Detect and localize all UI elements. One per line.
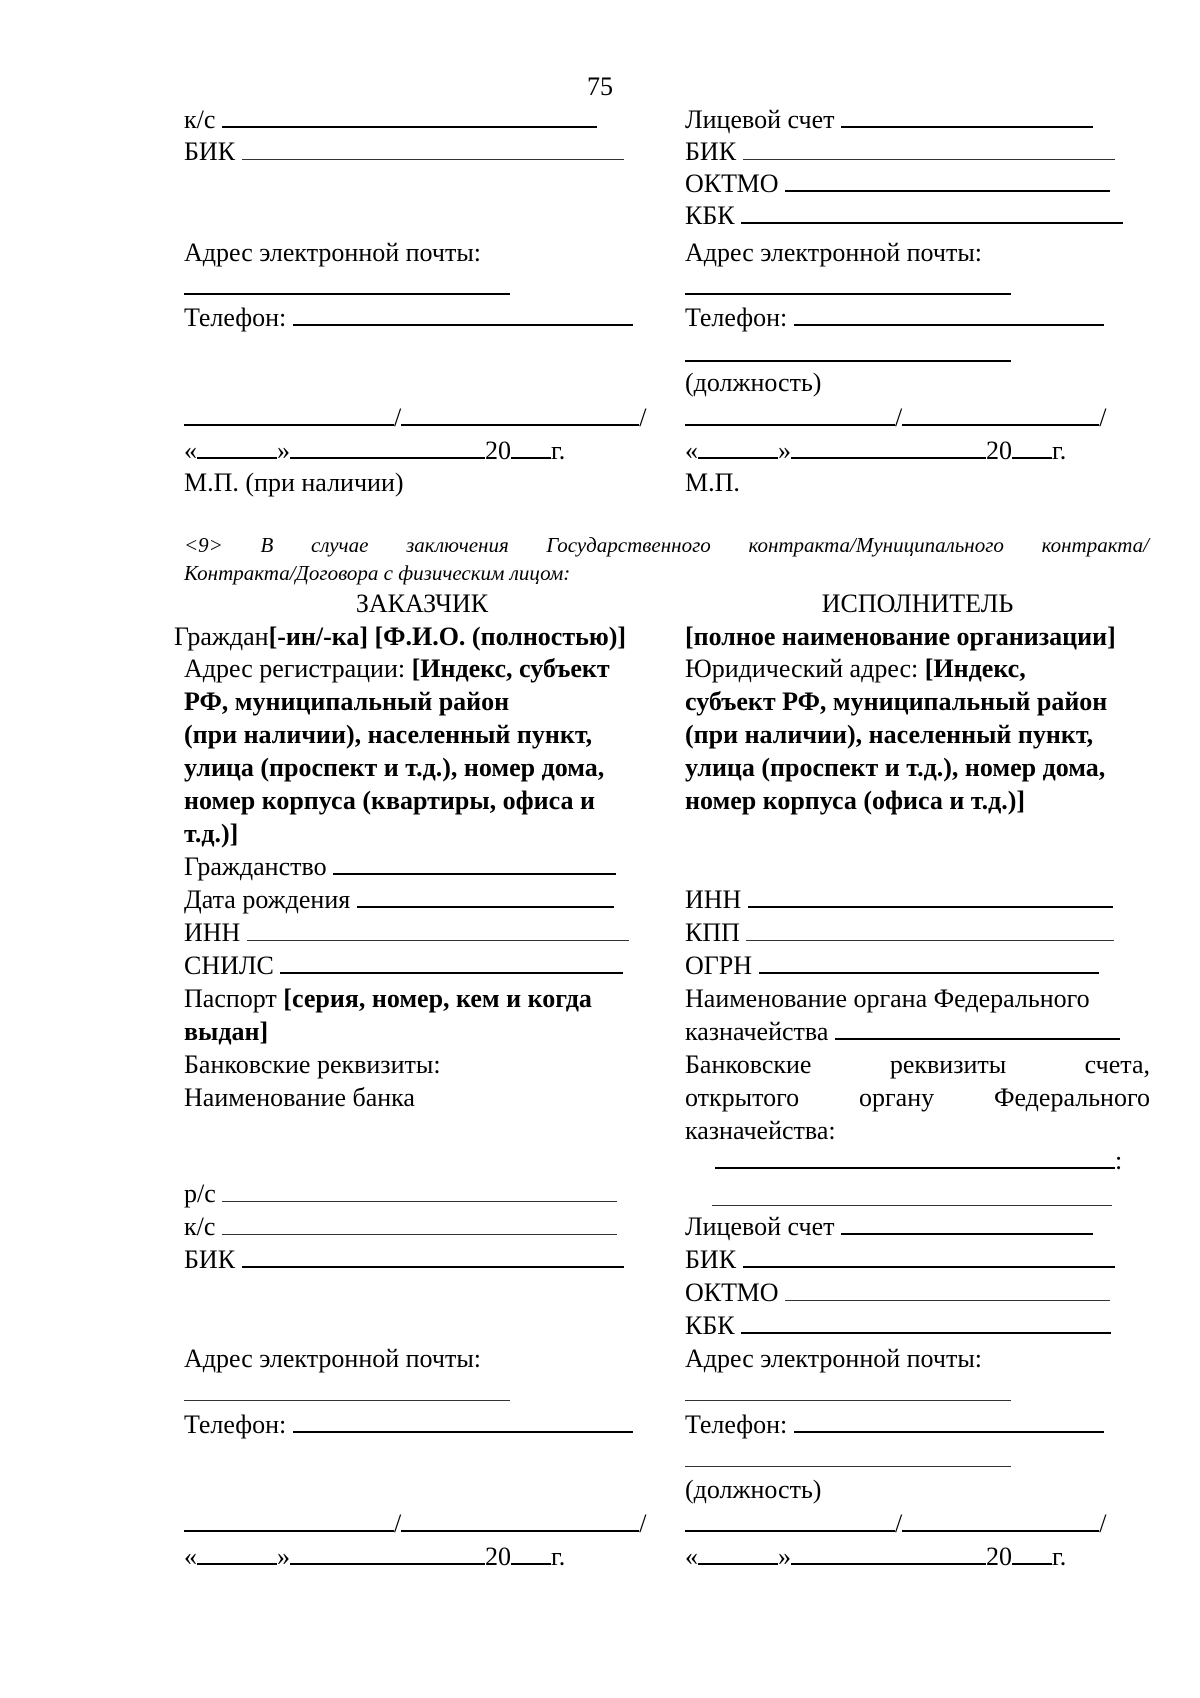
customer-signature-slash: / bbox=[394, 403, 402, 432]
customer-passport-label: Паспорт bbox=[184, 984, 284, 1013]
executor-phone2-field[interactable] bbox=[794, 1409, 1104, 1433]
executor-account-row bbox=[685, 104, 1093, 136]
executor-legal-address-value-2: субъект РФ, муниципальный район bbox=[685, 687, 1108, 716]
executor-signature-slash-end: / bbox=[1099, 403, 1107, 432]
customer-date-quote-close: » bbox=[277, 436, 290, 465]
customer-reg-address-row-1 bbox=[184, 653, 610, 685]
customer-email2-label: Адрес электронной почты: bbox=[184, 1344, 482, 1373]
executor-signature2-row bbox=[685, 1508, 1106, 1540]
executor-treasury-field[interactable] bbox=[835, 1016, 1120, 1040]
executor-position-field[interactable] bbox=[685, 360, 1011, 362]
customer-citizenship-label: Гражданство bbox=[184, 852, 327, 881]
customer-birthdate-row bbox=[184, 884, 614, 916]
executor-legal-address-value-4: улица (проспект и т.д.), номер дома, bbox=[685, 753, 1106, 782]
executor-account2-row bbox=[685, 1211, 1093, 1243]
customer-rs-field[interactable] bbox=[222, 1179, 617, 1202]
executor-bank-account-field-2[interactable] bbox=[712, 1205, 1112, 1206]
executor-bank-word-5: органу bbox=[858, 1083, 935, 1112]
customer-date2-year-field[interactable] bbox=[511, 1541, 551, 1565]
customer-reg-address-value-4: улица (проспект и т.д.), номер дома, bbox=[184, 753, 605, 782]
executor-signature2-slash: / bbox=[895, 1509, 903, 1538]
customer-passport-value-2: выдан] bbox=[184, 1017, 269, 1046]
executor-account2-label: Лицевой счет bbox=[685, 1212, 835, 1241]
executor-oktmo2-label: ОКТМО bbox=[685, 1278, 779, 1307]
executor-kpp-row bbox=[685, 917, 1114, 949]
executor-kbk2-label: КБК bbox=[685, 1311, 735, 1340]
customer-inn-label: ИНН bbox=[184, 918, 241, 947]
customer-bik-label: БИК bbox=[184, 137, 236, 166]
executor-signature-field[interactable] bbox=[685, 402, 895, 426]
customer-bik2-row bbox=[184, 1244, 624, 1276]
executor-bank-word-1: Банковские bbox=[685, 1050, 812, 1079]
executor-legal-address-value-3: (при наличии), населенный пункт, bbox=[685, 720, 1094, 749]
executor-signature-slash: / bbox=[895, 403, 903, 432]
customer-date2-month-field[interactable] bbox=[290, 1541, 485, 1565]
executor-treasury-label-2: казначейства bbox=[685, 1017, 829, 1046]
executor-kbk-row bbox=[685, 200, 1123, 232]
customer-name2-field[interactable] bbox=[401, 1508, 639, 1532]
executor-name-field[interactable] bbox=[902, 402, 1099, 426]
executor-email2-field[interactable] bbox=[685, 1400, 1011, 1401]
executor-bik-field[interactable] bbox=[743, 137, 1115, 160]
executor-treasury-row-2 bbox=[685, 1016, 1120, 1048]
customer-reg-address-label: Адрес регистрации: bbox=[184, 654, 412, 683]
customer-stamp: М.П. (при наличии) bbox=[184, 468, 404, 497]
executor-account-label: Лицевой счет bbox=[685, 105, 835, 134]
executor-kbk-field[interactable] bbox=[741, 200, 1123, 224]
executor-bank-line-3: казначейства: bbox=[685, 1116, 836, 1145]
customer-email-field[interactable] bbox=[184, 293, 510, 295]
executor-position2-label: (должность) bbox=[685, 1475, 822, 1504]
executor-phone-row bbox=[685, 302, 1104, 334]
customer-signature2-row bbox=[184, 1508, 646, 1540]
customer-bank-name-label: Наименование банка bbox=[184, 1083, 415, 1112]
customer-date2-year-suffix: г. bbox=[551, 1542, 566, 1571]
page-number-text: 75 bbox=[587, 72, 613, 101]
footnote-line-1: <9> В случае заключения Государственного контракта/Муниципального контракта/ bbox=[184, 533, 1149, 557]
executor-bank-account-field[interactable] bbox=[715, 1145, 1115, 1169]
customer-snils-row bbox=[184, 950, 623, 982]
executor-date-year-prefix: 20 bbox=[986, 436, 1012, 465]
executor-account2-field[interactable] bbox=[841, 1211, 1093, 1235]
executor-bank-account-colon: : bbox=[1115, 1146, 1123, 1175]
customer-inn-row bbox=[184, 917, 629, 949]
executor-oktmo-label: ОКТМО bbox=[685, 169, 779, 198]
customer-phone2-label: Телефон: bbox=[184, 1410, 287, 1439]
executor-email-label: Адрес электронной почты: bbox=[685, 238, 983, 267]
customer-birthdate-label: Дата рождения bbox=[184, 885, 351, 914]
executor-phone-label: Телефон: bbox=[685, 303, 788, 332]
executor-oktmo2-field[interactable] bbox=[785, 1278, 1110, 1301]
customer-ks-label: к/с bbox=[184, 105, 216, 134]
customer-bik-field[interactable] bbox=[242, 137, 624, 160]
customer-citizenship-field[interactable] bbox=[333, 851, 616, 875]
customer-date-row bbox=[184, 435, 565, 467]
executor-oktmo2-row bbox=[685, 1277, 1110, 1309]
executor-email2-label: Адрес электронной почты: bbox=[685, 1344, 983, 1373]
customer-bank-details-label: Банковские реквизиты: bbox=[184, 1050, 441, 1079]
heading-executor: ИСПОЛНИТЕЛЬ bbox=[821, 589, 1014, 618]
customer-snils-label: СНИЛС bbox=[184, 951, 274, 980]
customer-ks2-field[interactable] bbox=[222, 1212, 617, 1235]
customer-ks-row bbox=[184, 104, 597, 136]
customer-date-month-field[interactable] bbox=[290, 435, 485, 459]
executor-legal-address-value-5: номер корпуса (офиса и т.д.)] bbox=[685, 786, 1026, 815]
customer-phone-field[interactable] bbox=[293, 302, 633, 326]
executor-treasury-line-1: Наименование органа Федерального bbox=[685, 984, 1090, 1013]
executor-date2-year-prefix: 20 bbox=[986, 1542, 1012, 1571]
customer-snils-field[interactable] bbox=[280, 950, 623, 974]
customer-citizenship-row bbox=[184, 851, 616, 883]
executor-oktmo-row bbox=[685, 168, 1110, 200]
executor-kpp-label: КПП bbox=[685, 918, 740, 947]
executor-kbk2-field[interactable] bbox=[741, 1310, 1111, 1334]
customer-birthdate-field[interactable] bbox=[357, 884, 614, 908]
customer-signature-row bbox=[184, 402, 646, 434]
customer-reg-address-value-3: (при наличии), населенный пункт, bbox=[184, 720, 593, 749]
customer-date2-quote-close: » bbox=[277, 1542, 290, 1571]
executor-kbk2-row bbox=[685, 1310, 1111, 1342]
customer-date-year-suffix: г. bbox=[551, 436, 566, 465]
customer-date-day-field[interactable] bbox=[197, 435, 277, 459]
customer-citizen-fio: [Ф.И.О. (полностью)] bbox=[374, 622, 627, 651]
executor-ogrn-row bbox=[685, 950, 1099, 982]
executor-name2-field[interactable] bbox=[902, 1508, 1099, 1532]
customer-date2-day-field[interactable] bbox=[197, 1541, 277, 1565]
customer-ks2-row bbox=[184, 1211, 617, 1243]
executor-signature-row bbox=[685, 402, 1106, 434]
customer-reg-address-value-2: РФ, муниципальный район bbox=[184, 687, 510, 716]
executor-bank-word-4: открытого bbox=[685, 1083, 800, 1112]
executor-date-row bbox=[685, 435, 1066, 467]
executor-stamp: М.П. bbox=[685, 468, 740, 497]
executor-date2-month-field[interactable] bbox=[791, 1541, 986, 1565]
executor-legal-address-value-1: [Индекс, bbox=[924, 654, 1026, 683]
customer-bik-row bbox=[184, 136, 624, 168]
executor-bank-word-2: реквизиты bbox=[889, 1050, 1007, 1079]
executor-bik2-field[interactable] bbox=[743, 1244, 1115, 1268]
executor-signature2-slash-end: / bbox=[1099, 1509, 1107, 1538]
executor-date-quote-open: « bbox=[685, 436, 698, 465]
customer-phone2-field[interactable] bbox=[293, 1409, 633, 1433]
executor-bik2-row bbox=[685, 1244, 1115, 1276]
executor-inn-row bbox=[685, 884, 1113, 916]
customer-signature-slash-end: / bbox=[639, 403, 647, 432]
customer-rs-label: р/с bbox=[184, 1179, 216, 1208]
customer-passport-value-1: [серия, номер, кем и когда bbox=[283, 984, 592, 1013]
customer-signature2-slash: / bbox=[394, 1509, 402, 1538]
customer-email-label: Адрес электронной почты: bbox=[184, 238, 482, 267]
executor-phone2-row bbox=[685, 1409, 1104, 1441]
customer-phone-label: Телефон: bbox=[184, 303, 287, 332]
executor-date2-row bbox=[685, 1541, 1066, 1573]
customer-rs-row bbox=[184, 1178, 617, 1210]
executor-date2-quote-close: » bbox=[778, 1542, 791, 1571]
customer-date-year-field[interactable] bbox=[511, 435, 551, 459]
customer-date-quote-open: « bbox=[184, 436, 197, 465]
customer-date2-year-prefix: 20 bbox=[485, 1542, 511, 1571]
customer-signature2-slash-end: / bbox=[639, 1509, 647, 1538]
executor-bank-words-line-1 bbox=[685, 1049, 1150, 1081]
customer-citizen-row bbox=[174, 621, 626, 653]
executor-position-label: (должность) bbox=[685, 368, 822, 397]
executor-bik2-label: БИК bbox=[685, 1245, 737, 1274]
customer-signature2-field[interactable] bbox=[184, 1508, 394, 1532]
executor-date-month-field[interactable] bbox=[791, 435, 986, 459]
executor-phone2-label: Телефон: bbox=[685, 1410, 788, 1439]
executor-oktmo-field[interactable] bbox=[785, 168, 1110, 192]
executor-kbk-label: КБК bbox=[685, 201, 735, 230]
customer-ks2-label: к/с bbox=[184, 1212, 216, 1241]
executor-inn-field[interactable] bbox=[748, 884, 1113, 908]
executor-inn-label: ИНН bbox=[685, 885, 742, 914]
executor-date2-day-field[interactable] bbox=[698, 1541, 778, 1565]
customer-date2-quote-open: « bbox=[184, 1542, 197, 1571]
customer-citizen-suffix: [-ин/-ка] bbox=[268, 622, 368, 651]
customer-phone-row bbox=[184, 302, 633, 334]
customer-reg-address-value-1: [Индекс, субъект bbox=[411, 654, 610, 683]
customer-bik2-field[interactable] bbox=[242, 1244, 624, 1268]
executor-bik-row bbox=[685, 136, 1115, 168]
executor-date-year-suffix: г. bbox=[1052, 436, 1067, 465]
page-number bbox=[0, 71, 1200, 103]
executor-signature2-field[interactable] bbox=[685, 1508, 895, 1532]
executor-email-field[interactable] bbox=[685, 293, 1011, 295]
executor-org-name: [полное наименование организации] bbox=[685, 622, 1116, 651]
executor-ogrn-label: ОГРН bbox=[685, 951, 753, 980]
heading-customer: ЗАКАЗЧИК bbox=[355, 589, 489, 618]
executor-account-field[interactable] bbox=[841, 104, 1093, 128]
executor-date-quote-close: » bbox=[778, 436, 791, 465]
executor-bik-label: БИК bbox=[685, 137, 737, 166]
executor-date2-year-suffix: г. bbox=[1052, 1542, 1067, 1571]
executor-kpp-field[interactable] bbox=[746, 918, 1114, 941]
customer-bik2-label: БИК bbox=[184, 1245, 236, 1274]
executor-bank-word-6: Федерального bbox=[993, 1083, 1150, 1112]
customer-signature-field[interactable] bbox=[184, 402, 394, 426]
executor-bank-words-line-2 bbox=[685, 1082, 1150, 1114]
executor-bank-account-row bbox=[715, 1145, 1122, 1177]
executor-legal-address-label: Юридический адрес: bbox=[685, 654, 925, 683]
customer-reg-address-value-6: т.д.)] bbox=[184, 819, 239, 848]
customer-citizen-prefix: Граждан bbox=[174, 622, 269, 651]
customer-reg-address-value-5: номер корпуса (квартиры, офиса и bbox=[184, 786, 595, 815]
executor-ogrn-field[interactable] bbox=[759, 950, 1099, 974]
executor-date2-year-field[interactable] bbox=[1012, 1541, 1052, 1565]
customer-inn-field[interactable] bbox=[247, 918, 629, 941]
executor-date2-quote-open: « bbox=[685, 1542, 698, 1571]
customer-phone2-row bbox=[184, 1409, 633, 1441]
customer-date-year-prefix: 20 bbox=[485, 436, 511, 465]
customer-name-field[interactable] bbox=[401, 402, 639, 426]
footnote-line-2: Контракта/Договора с физическим лицом: bbox=[184, 561, 571, 585]
executor-position2-field[interactable] bbox=[685, 1466, 1011, 1467]
customer-date2-row bbox=[184, 1541, 565, 1573]
customer-passport-row bbox=[184, 983, 592, 1015]
customer-ks-field[interactable] bbox=[222, 104, 597, 128]
executor-phone-field[interactable] bbox=[794, 302, 1104, 326]
executor-bank-word-3: счета, bbox=[1084, 1050, 1150, 1079]
executor-date-year-field[interactable] bbox=[1012, 435, 1052, 459]
executor-legal-address-row-1 bbox=[685, 653, 1026, 685]
executor-date-day-field[interactable] bbox=[698, 435, 778, 459]
customer-email2-field[interactable] bbox=[184, 1400, 510, 1401]
